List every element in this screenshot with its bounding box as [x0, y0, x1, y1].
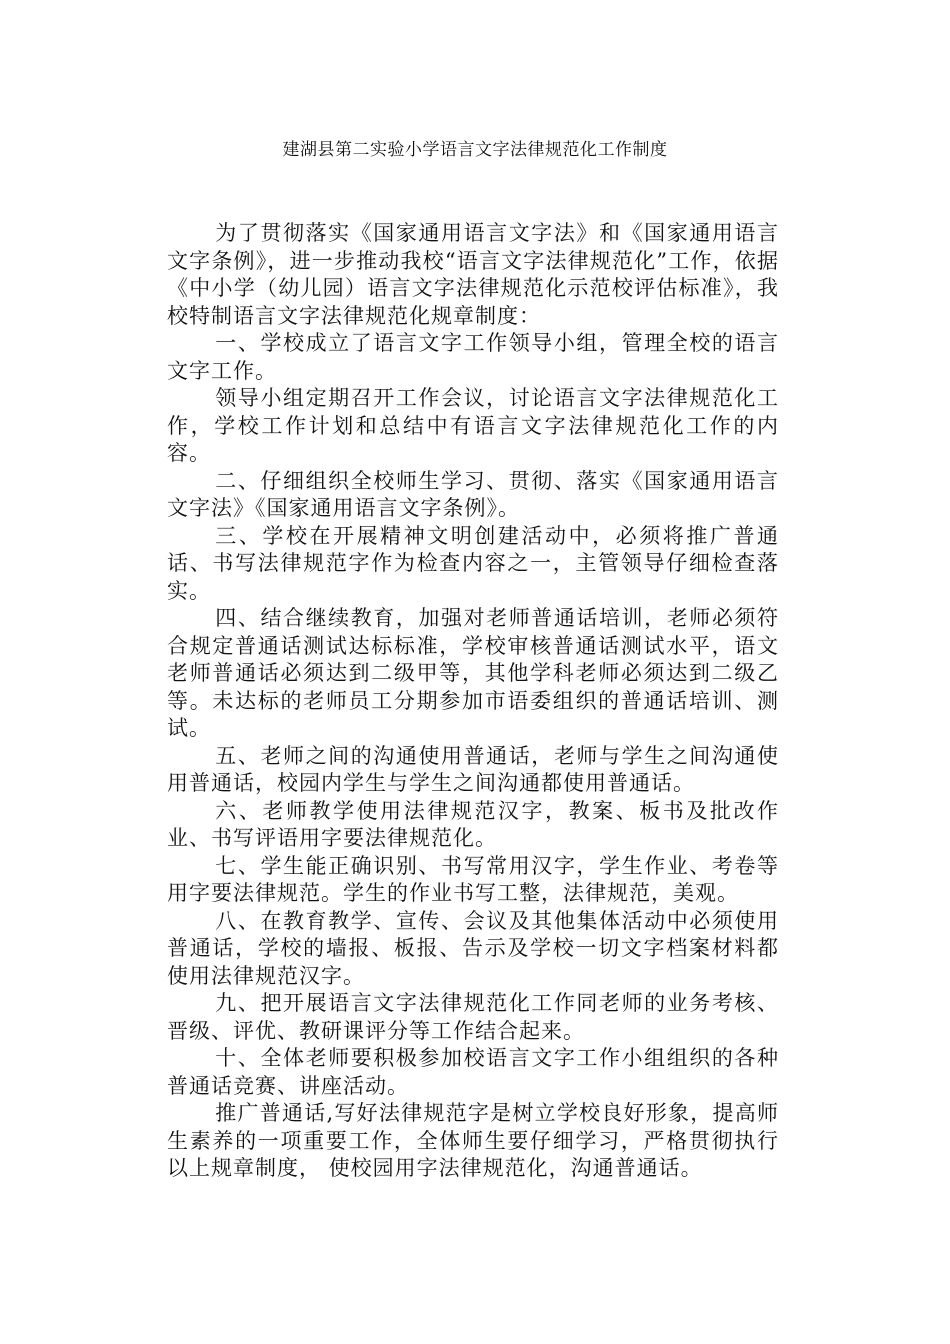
- rule-1-detail-paragraph: 领导小组定期召开工作会议，讨论语言文字法律规范化工作，学校工作计划和总结中有语言文字法律规范化工作的内容。: [167, 386, 779, 465]
- intro-paragraph: 为了贯彻落实《国家通用语言文字法》和《国家通用语言文字条例》，进一步推动我校“语言文字法律规范化”工作，依据《中小学（幼儿园）语言文字法律规范化示范校评估标准》，我校特制语言文字法律规范化规章制度：: [167, 221, 779, 328]
- rule-10-paragraph: 十、全体老师要积极参加校语言文字工作小组组织的各种普通话竞赛、讲座活动。: [167, 1046, 779, 1098]
- rule-3-paragraph: 三、学校在开展精神文明创建活动中，必须将推广普通话、书写法律规范字作为检查内容之一，主管领导仔细检查落实。: [167, 523, 779, 603]
- rule-9-paragraph: 九、把开展语言文字法律规范化工作同老师的业务考核、晋级、评优、教研课评分等工作结合起来。: [167, 991, 779, 1043]
- document-title: 建湖县第二实验小学语言文字法律规范化工作制度: [282, 140, 668, 160]
- rule-6-paragraph: 六、老师教学使用法律规范汉字，教案、板书及批改作业、书写评语用字要法律规范化。: [167, 798, 779, 850]
- closing-paragraph: 推广普通话,写好法律规范字是树立学校良好形象，提高师生素养的一项重要工作，全体师生要仔细学习，严格贯彻执行以上规章制度， 使校园用字法律规范化，沟通普通话。: [167, 1101, 779, 1180]
- rule-7-paragraph: 七、学生能正确识别、书写常用汉字，学生作业、考卷等用字要法律规范。学生的作业书写工整，法律规范，美观。: [167, 853, 779, 905]
- rule-5-paragraph: 五、老师之间的沟通使用普通话，老师与学生之间沟通使用普通话，校园内学生与学生之间沟通都使用普通话。: [167, 743, 779, 795]
- rule-8-paragraph: 八、在教育教学、宣传、会议及其他集体活动中必须使用普通话，学校的墙报、板报、告示及学校一切文字档案材料都使用法律规范汉字。: [167, 908, 779, 988]
- rule-4-paragraph: 四、结合继续教育，加强对老师普通话培训，老师必须符合规定普通话测试达标标准，学校审核普通话测试水平，语文老师普通话必须达到二级甲等，其他学科老师必须达到二级乙等。未达标的老师员工分期参加市语委组织的普通话培训、测试。: [167, 606, 779, 740]
- rule-2-paragraph: 二、仔细组织全校师生学习、贯彻、落实《国家通用语言文字法》《国家通用语言文字条例》。: [167, 468, 779, 520]
- document-body: [167, 220, 779, 1183]
- rule-1-paragraph: 一、学校成立了语言文字工作领导小组，管理全校的语言文字工作。: [167, 331, 779, 383]
